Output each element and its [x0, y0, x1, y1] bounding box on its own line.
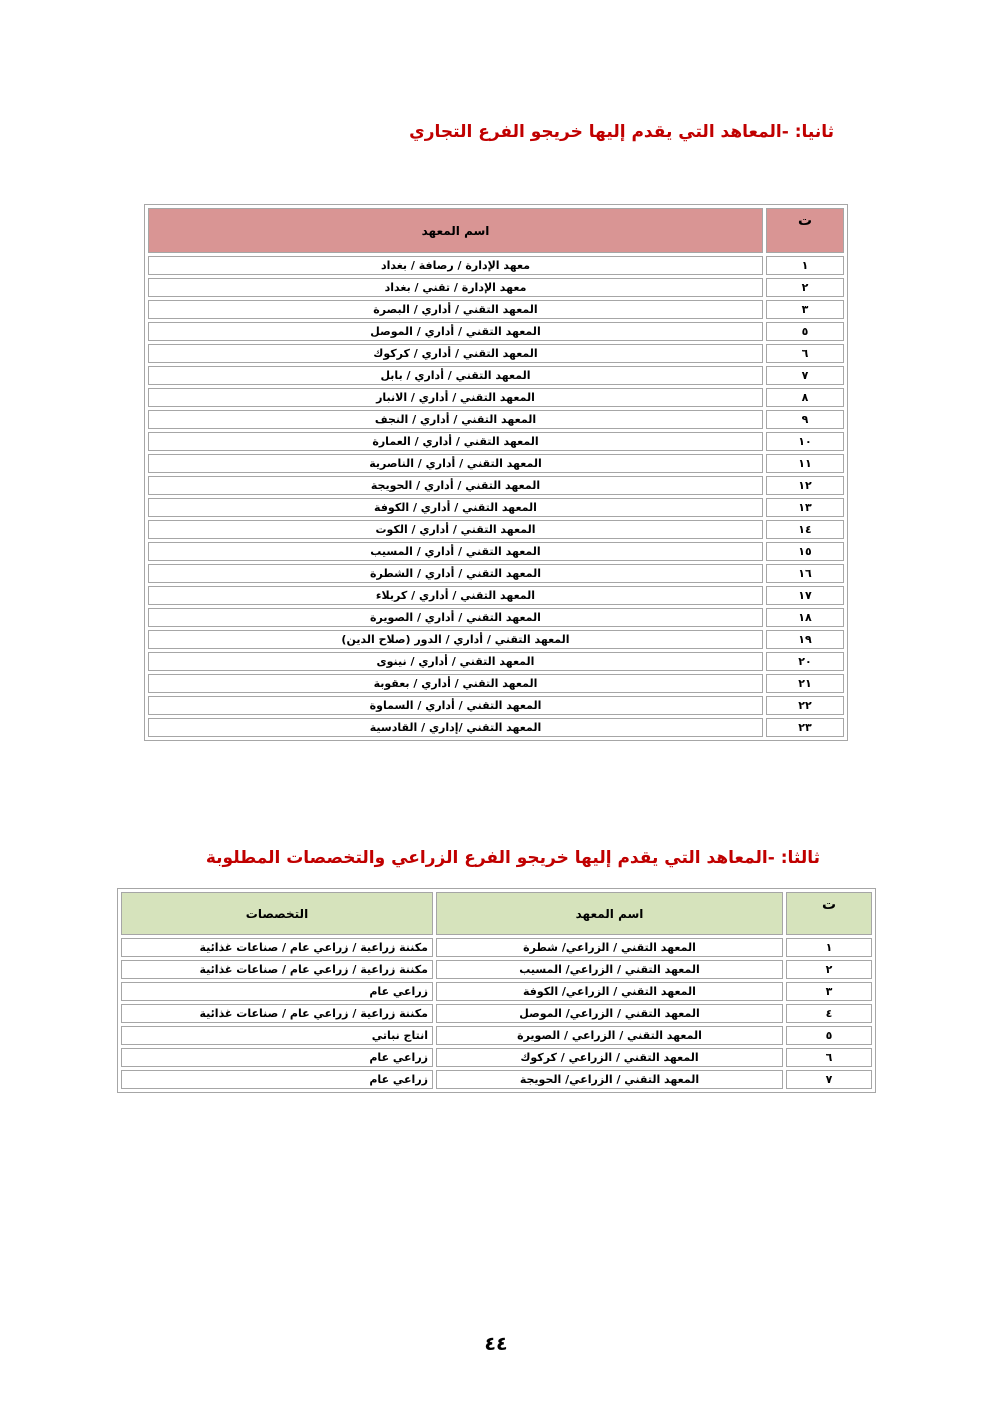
table-row: [148, 278, 844, 297]
row-institute: المعهد التقني / أداري / بابل: [148, 366, 763, 385]
row-institute: معهد الإدارة / تقني / بغداد: [148, 278, 763, 297]
row-num: ١: [786, 938, 872, 957]
table-row: [121, 1070, 872, 1089]
row-num: ١٨: [766, 608, 844, 627]
table-row: [121, 938, 872, 957]
row-institute: المعهد التقني / الزراعي/ الكوفة: [436, 982, 783, 1001]
row-institute: المعهد التقني / أداري / البصرة: [148, 300, 763, 319]
row-institute: المعهد التقني / الزراعي/ شطرة: [436, 938, 783, 957]
table-row: [148, 432, 844, 451]
table-row: [148, 344, 844, 363]
row-num: ١٠: [766, 432, 844, 451]
row-institute: المعهد التقني / أداري / الصويرة: [148, 608, 763, 627]
row-specializations: زراعي عام: [121, 1070, 433, 1089]
table-row: [148, 586, 844, 605]
row-num: ١: [766, 256, 844, 275]
table-row: [148, 652, 844, 671]
row-num: ٢٣: [766, 718, 844, 737]
table-row: [121, 1048, 872, 1067]
table-row: [148, 366, 844, 385]
row-num: ١٦: [766, 564, 844, 583]
row-institute: المعهد التقني / أداري / الحويجة: [148, 476, 763, 495]
table-row: [148, 630, 844, 649]
page-number: ٤٤: [484, 1333, 508, 1355]
row-num: ٢: [786, 960, 872, 979]
row-num: ٨: [766, 388, 844, 407]
commercial-institutes-table: [144, 204, 848, 741]
table-row: [148, 410, 844, 429]
table-row: [148, 300, 844, 319]
row-num: ٥: [766, 322, 844, 341]
table-row: [148, 322, 844, 341]
row-institute: المعهد التقني / الزراعي/ الحويجة: [436, 1070, 783, 1089]
row-num: ١٩: [766, 630, 844, 649]
row-institute: المعهد التقني / الزراعي / كركوك: [436, 1048, 783, 1067]
row-num: ١٣: [766, 498, 844, 517]
table-row: [148, 608, 844, 627]
row-num: ٣: [766, 300, 844, 319]
row-institute: المعهد التقني / أداري / نينوى: [148, 652, 763, 671]
header-institute: اسم المعهد: [148, 208, 763, 253]
header-specializations: التخصصات: [121, 892, 433, 935]
row-num: ٦: [786, 1048, 872, 1067]
row-num: ٥: [786, 1026, 872, 1045]
row-institute: المعهد التقني / أداري / النجف: [148, 410, 763, 429]
table-row: [148, 256, 844, 275]
table-header-row: [121, 892, 872, 935]
header-institute: اسم المعهد: [436, 892, 783, 935]
row-num: ٢٢: [766, 696, 844, 715]
row-institute: المعهد التقني / الزراعي/ الموصل: [436, 1004, 783, 1023]
row-num: ١٢: [766, 476, 844, 495]
header-num: ت: [786, 892, 872, 935]
row-specializations: زراعي عام: [121, 1048, 433, 1067]
row-institute: المعهد التقني / الزراعي/ المسيب: [436, 960, 783, 979]
row-num: ٢: [766, 278, 844, 297]
table-row: [148, 674, 844, 693]
table-row: [148, 696, 844, 715]
table-header-row: [148, 208, 844, 253]
row-institute: المعهد التقني / أداري / العمارة: [148, 432, 763, 451]
row-specializations: مكننة زراعية / زراعي عام / صناعات غذائية: [121, 938, 433, 957]
row-institute: المعهد التقني / أداري / المسيب: [148, 542, 763, 561]
row-institute: المعهد التقني / أداري / كربلاء: [148, 586, 763, 605]
header-num: ت: [766, 208, 844, 253]
row-institute: المعهد التقني / أداري / الموصل: [148, 322, 763, 341]
table-row: [121, 960, 872, 979]
row-num: ٤: [786, 1004, 872, 1023]
row-num: ٧: [766, 366, 844, 385]
row-institute: المعهد التقني /إداري / القادسية: [148, 718, 763, 737]
row-num: ٣: [786, 982, 872, 1001]
row-institute: المعهد التقني / أداري / الدور (صلاح الدين): [148, 630, 763, 649]
row-num: ٦: [766, 344, 844, 363]
row-num: ٢١: [766, 674, 844, 693]
row-specializations: مكننة زراعية / زراعي عام / صناعات غذائية: [121, 960, 433, 979]
section2-heading: ثانيا: -المعاهد التي يقدم إليها خريجو الفرع التجاري: [409, 122, 834, 142]
row-specializations: مكننة زراعية / زراعي عام / صناعات غذائية: [121, 1004, 433, 1023]
table-row: [148, 564, 844, 583]
row-specializations: زراعي عام: [121, 982, 433, 1001]
table-row: [148, 542, 844, 561]
row-num: ١٤: [766, 520, 844, 539]
row-institute: المعهد التقني / أداري / الكوت: [148, 520, 763, 539]
table-row: [121, 1004, 872, 1023]
table-row: [148, 498, 844, 517]
row-num: ١٥: [766, 542, 844, 561]
row-num: ٢٠: [766, 652, 844, 671]
table-row: [148, 718, 844, 737]
row-institute: المعهد التقني / أداري / الانبار: [148, 388, 763, 407]
row-specializations: انتاج نباتي: [121, 1026, 433, 1045]
row-institute: المعهد التقني / أداري / الناصرية: [148, 454, 763, 473]
row-institute: المعهد التقني / أداري / كركوك: [148, 344, 763, 363]
row-num: ٧: [786, 1070, 872, 1089]
table-row: [148, 388, 844, 407]
row-num: ١١: [766, 454, 844, 473]
table-row: [121, 982, 872, 1001]
row-num: ١٧: [766, 586, 844, 605]
row-institute: المعهد التقني / أداري / بعقوبة: [148, 674, 763, 693]
table-row: [148, 476, 844, 495]
table-row: [121, 1026, 872, 1045]
agricultural-institutes-table: [117, 888, 876, 1093]
section3-heading: ثالثا: -المعاهد التي يقدم إليها خريجو الفرع الزراعي والتخصصات المطلوبة: [205, 848, 820, 868]
row-institute: المعهد التقني / أداري / الشطرة: [148, 564, 763, 583]
table-row: [148, 454, 844, 473]
table-row: [148, 520, 844, 539]
row-institute: معهد الإدارة / رصافة / بغداد: [148, 256, 763, 275]
row-institute: المعهد التقني / أداري / السماوة: [148, 696, 763, 715]
row-institute: المعهد التقني / أداري / الكوفة: [148, 498, 763, 517]
row-num: ٩: [766, 410, 844, 429]
row-institute: المعهد التقني / الزراعي / الصويرة: [436, 1026, 783, 1045]
